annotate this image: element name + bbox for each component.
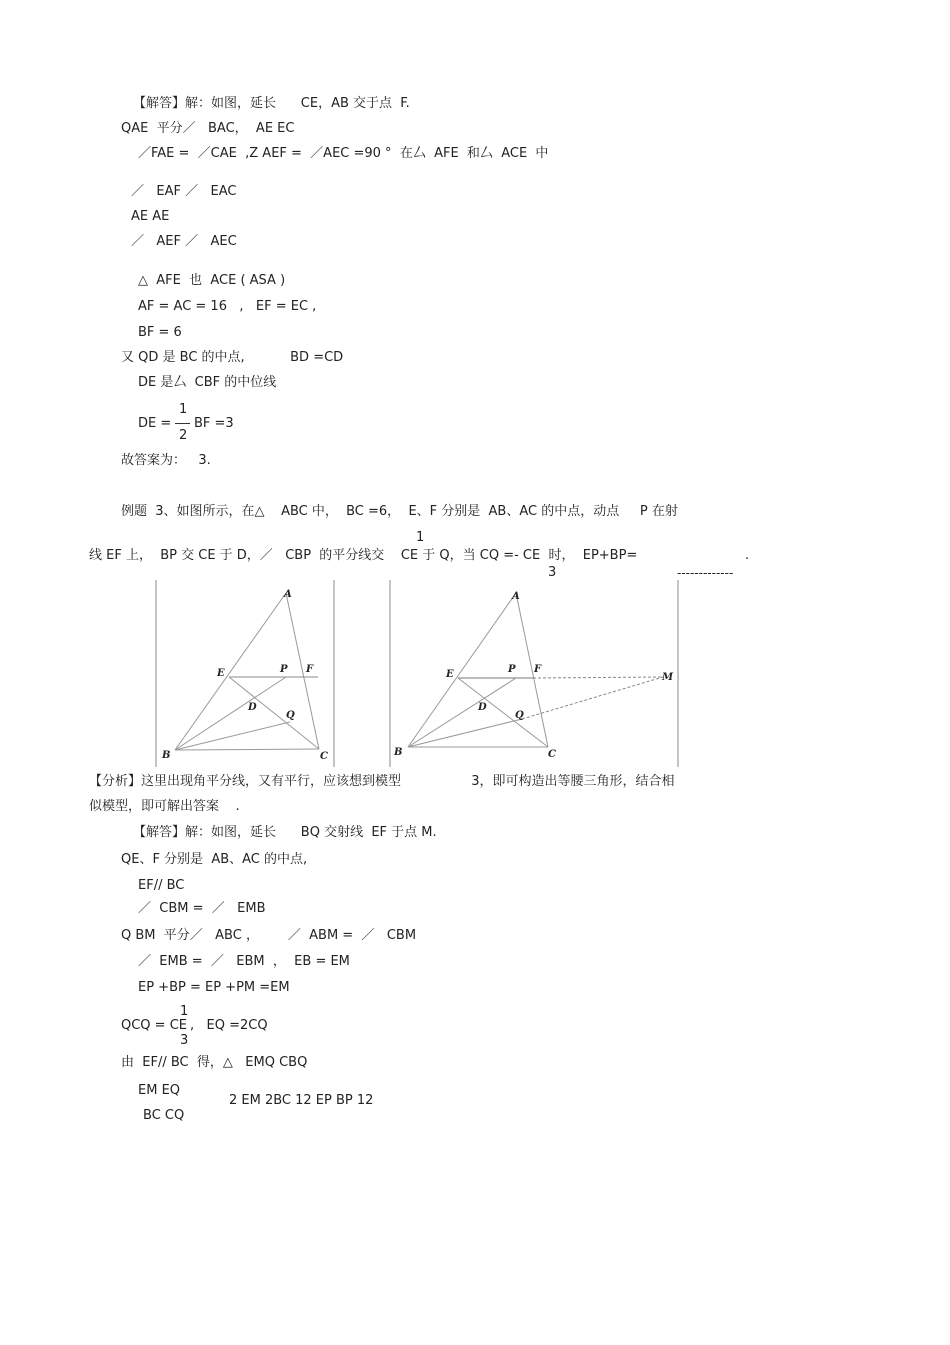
solution1-system-line2: AE AE <box>131 209 170 224</box>
figure2-label-q: Q <box>515 710 524 721</box>
figure1-label-f: F <box>306 664 314 675</box>
example3-line1: 例题 3、如图所示，在△ ABC 中， BC =6， E、F 分别是 AB、AC 的中点，动点 P 在射 <box>121 504 678 519</box>
figure1-label-p: P <box>280 664 288 675</box>
solution1-line7: 又 QD 是 BC 的中点, BD =CD <box>121 350 344 365</box>
figure1-label-d: D <box>248 702 257 713</box>
solution1-line8: DE 是厶 CBF 的中位线 <box>138 375 277 390</box>
solution2-line3: EF// BC <box>138 878 185 893</box>
solution2-line12: 2 EM 2BC 12 EP BP 12 <box>229 1093 374 1108</box>
solution1-system-line1: ／ EAF ／ EAC <box>131 184 237 199</box>
solution2-line2: QE、F 分别是 AB、AC 的中点, <box>121 852 308 867</box>
solution1-line4: △ AFE 也 ACE ( ASA ) <box>138 273 286 288</box>
figure1-label-c: C <box>320 751 328 762</box>
solution1-line6: BF = 6 <box>138 325 182 340</box>
example3-fraction-numerator: 1 <box>416 530 425 545</box>
figure1-label-e: E <box>217 668 225 679</box>
example3-period: . <box>745 548 750 563</box>
figure2-label-d: D <box>478 702 487 713</box>
solution1-line9-right: BF =3 <box>194 416 234 431</box>
figure1-label-b: B <box>162 750 171 761</box>
figure1-label-q: Q <box>286 710 295 721</box>
solution2-line9: 由 EF// BC 得，△ EMQ CBQ <box>121 1055 308 1070</box>
solution2-line1: 【解答】解：如图，延长 BQ 交射线 EF 于点 M. <box>133 825 437 840</box>
solution2-line10: EM EQ <box>138 1083 181 1098</box>
solution2-line11: BC CQ <box>143 1108 185 1123</box>
example3-line2: 线 EF 上， BP 交 CE 于 D，／ CBP 的平分线交 CE 于 Q，当 CQ =- CE 时， EP+BP= <box>89 548 638 563</box>
solution1-line3: ／FAE = ／CAE ,Z AEF = ／AEC =90 ° 在厶 AFE 和厶 ACE 中 <box>138 146 549 161</box>
solution2-line8-right: , EQ =2CQ <box>190 1018 268 1033</box>
solution1-fraction-denominator: 2 <box>179 428 188 443</box>
analysis-line1: 【分析】这里出现角平分线，又有平行，应该想到模型 3，即可构造出等腰三角形，结合相 <box>89 774 675 789</box>
solution2-line5: Q BM 平分／ ABC ， ／ ABM = ／ CBM <box>121 928 417 943</box>
figure2-label-e: E <box>446 669 454 680</box>
solution1-line1: 【解答】解：如图，延长 CE，AB 交于点 F. <box>133 96 410 111</box>
figure2-label-a: A <box>512 591 520 602</box>
example3-fraction-denominator: 3 <box>548 565 557 580</box>
solution2-fraction-denominator: 3 <box>180 1033 189 1048</box>
figure2-triangle-diagram <box>388 580 683 767</box>
solution1-fraction-numerator: 1 <box>179 402 188 417</box>
solution1-line2: QAE 平分／ BAC， AE EC <box>121 121 295 136</box>
solution1-system-line3: ／ AEF ／ AEC <box>131 234 237 249</box>
solution1-fraction-bar <box>175 423 190 424</box>
solution1-line5: AF = AC = 16 , EF = EC , <box>138 299 317 314</box>
figure2-label-p: P <box>508 664 516 675</box>
figure2-label-b: B <box>394 747 403 758</box>
figure1-label-a: A <box>284 589 292 600</box>
figure1-triangle-diagram <box>155 580 335 767</box>
solution2-line4: ／ CBM = ／ EMB <box>138 901 266 916</box>
solution2-line6: ／ EMB = ／ EBM ， EB = EM <box>138 954 350 969</box>
example3-answer-blank: ------------- <box>677 566 734 580</box>
figure2-label-m: M <box>662 672 674 683</box>
solution1-line9-left: DE = <box>138 416 172 431</box>
solution2-line7: EP +BP = EP +PM =EM <box>138 980 290 995</box>
analysis-line2: 似模型，即可解出答案 . <box>89 799 240 814</box>
solution2-fraction-numerator: 1 <box>180 1004 189 1019</box>
solution2-line8-left: QCQ = CE <box>121 1018 187 1033</box>
figure2-label-c: C <box>548 749 556 760</box>
solution1-line10: 故答案为： 3. <box>121 453 211 468</box>
figure2-label-f: F <box>534 664 542 675</box>
